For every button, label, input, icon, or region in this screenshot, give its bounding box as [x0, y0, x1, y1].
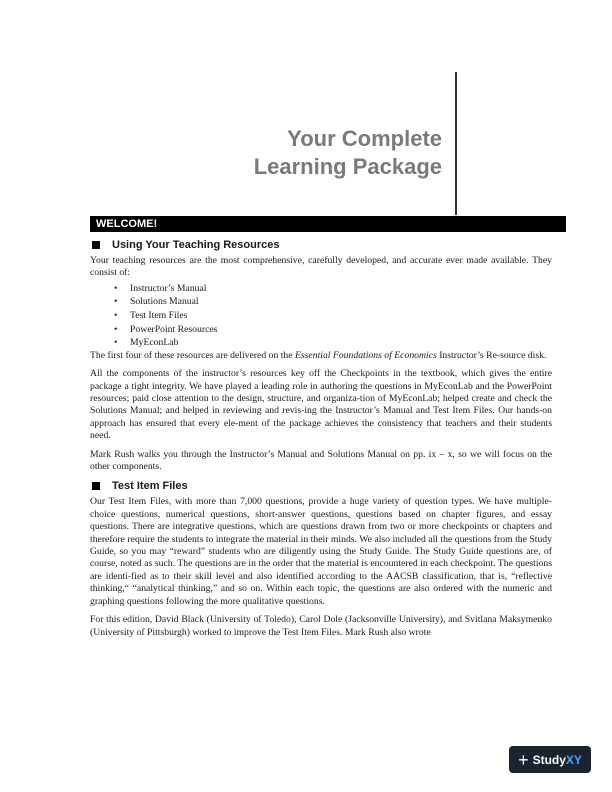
section-heading-text: Using Your Teaching Resources	[112, 239, 280, 251]
test-items-paragraph: Our Test Item Files, with more than 7,000 questions, provide a huge variety of question types. We have multiple-choice questions, numerical questions, short-answer questions, questions based on chapter figures, and essay questions. There are integrative questions, which are questions drawn from two or more checkpoints or chapters and therefore require the students to integrate the material in their minds. We also included all the questions from the Study Guide, so you may “reward” students who are diligently using the Study Guide. The Study Guide questions are, of course, noted as such. The questions are in the order that the material is encountered in each checkpoint. The questions are identi-fied as to their skill level and also identified according to the AACSB classification, that is, “reflective thinking,“ “analytical thinking,” and so on. Within each topic, the questions are also ordered with the numeric and graphing questions following the more qualitative questions.	[90, 496, 552, 607]
square-bullet-icon	[92, 241, 100, 249]
title-line-2: Learning Package	[253, 154, 442, 179]
disk-paragraph	[90, 350, 552, 362]
disk-text-pre: The first four of these resources are delivered on the	[90, 349, 295, 361]
list-item: • Instructor’s Manual	[130, 282, 552, 296]
contributors-paragraph: For this edition, David Black (University of Toledo), Carol Dole (Jacksonville University), and Svitlana Maksymenko (University of Pittsburgh) worked to improve the Test Item Files. Mark Rush also wrote	[90, 614, 552, 638]
walkthrough-paragraph: Mark Rush walks you through the Instructor’s Manual and Solutions Manual on pp. ix – x, so we will focus on the other components.	[90, 448, 552, 473]
resource-list	[90, 282, 552, 350]
list-item: • MyEconLab	[130, 336, 552, 350]
intro-paragraph: Your teaching resources are the most comprehensive, carefully developed, and accurate ever made available. They consist of:	[90, 255, 552, 279]
disk-text-post: Instructor’s Re-source disk.	[436, 349, 547, 361]
section-heading-test-item-files	[90, 479, 552, 493]
plus-icon: +	[518, 749, 529, 770]
section-heading-teaching-resources	[90, 238, 552, 252]
list-item: • Test Item Files	[130, 309, 552, 323]
book-title: Essential Foundations of Economics	[294, 349, 437, 361]
checkpoints-paragraph: All the components of the instructor’s resources key off the Checkpoints in the textbook, which gives the entire package a tight integrity. We have played a leading role in authoring the questions in MyEconLab and the PowerPoint resources; paid close attention to the design, structure, and organiza-tion of MyEconLab; helped create and check the Solutions Manual; and helped in reviewing and revis-ing the Instructor’s Manual and Test Item Files. Our hands-on approach has ensured that every ele-ment of the package achieves the consistency that teachers and their students need.	[90, 368, 552, 442]
logo-text-xy: XY	[565, 752, 582, 767]
square-bullet-icon	[92, 482, 100, 490]
body-content	[90, 238, 552, 645]
section-heading-text: Test Item Files	[112, 480, 188, 493]
page-title	[122, 125, 442, 181]
studyxy-logo[interactable]	[509, 746, 591, 773]
welcome-banner: WELCOME!	[90, 216, 566, 232]
list-item: • Solutions Manual	[130, 295, 552, 309]
logo-text-study: Study	[532, 752, 566, 767]
list-item: • PowerPoint Resources	[130, 323, 552, 337]
title-line-1: Your Complete	[287, 126, 442, 151]
vertical-rule	[455, 72, 457, 215]
